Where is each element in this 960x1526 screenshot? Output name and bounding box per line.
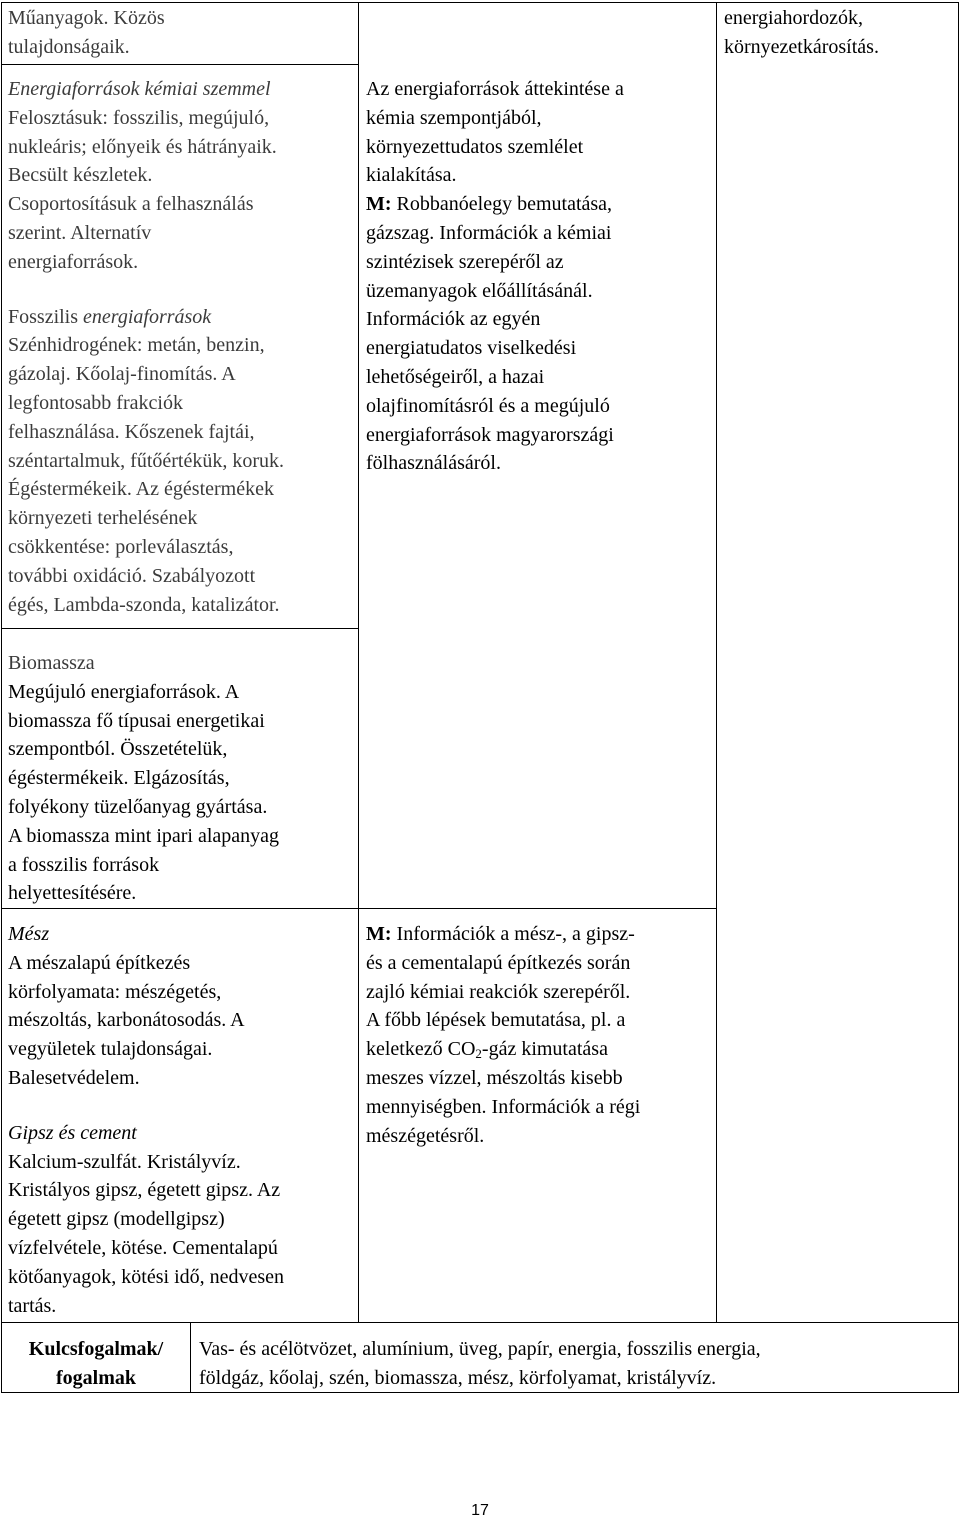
lime-activities-line: és a cementalapú építkezés során <box>366 951 631 974</box>
lime-activities-cell <box>366 920 714 1150</box>
fossil-line: környezeti terhelésének <box>8 507 198 530</box>
activities-line: üzemanyagok előállításánál. <box>366 279 593 302</box>
biomass-heading: Biomassza <box>8 652 95 674</box>
row-divider-fossil <box>1 628 358 629</box>
activities-line: szintézisek szerepéről az <box>366 250 564 273</box>
fossil-line: égés, Lambda-szonda, katalizátor. <box>8 593 280 616</box>
activities-line: lehetőségeiről, a hazai <box>366 365 545 388</box>
activities-line: gázszag. Információk a kémiai <box>366 221 612 244</box>
biomass-line: égéstermékeik. Elgázosítás, <box>8 767 230 790</box>
row-divider-plastics <box>1 64 358 65</box>
activities-line: fölhasználásáról. <box>366 452 501 475</box>
energy-line: nukleáris; előnyeik és hátrányaik. <box>8 135 277 158</box>
lime-gypsum-cell <box>8 920 356 1320</box>
energy-line: Felosztásuk: fosszilis, megújuló, <box>8 106 270 129</box>
fossil-heading <box>8 303 356 332</box>
gypsum-heading: Gipsz és cement <box>8 1121 137 1144</box>
key-concepts-line: Vas- és acélötvözet, alumínium, üveg, papír, energia, fosszilis energia, <box>199 1338 761 1360</box>
column-divider-2 <box>716 2 717 1322</box>
biomass-line: helyettesítésére. <box>8 882 137 905</box>
lime-activities-line: meszes vízzel, mészoltás kisebb <box>366 1066 623 1089</box>
co2-subscript: 2 <box>475 1046 482 1062</box>
activities-line: energiatudatos viselkedési <box>366 337 577 360</box>
gypsum-line: Kristályos gipsz, égetett gipsz. Az <box>8 1179 281 1202</box>
energy-heading: Energiaforrások kémiai szemmel <box>8 78 271 100</box>
activities-m-line <box>366 190 714 219</box>
lime-activities-line: mészégetésről. <box>366 1124 485 1147</box>
lime-activities-line: A főbb lépések bemutatása, pl. a <box>366 1009 626 1032</box>
biomass-line: A biomassza mint ipari alapanyag <box>8 824 280 847</box>
lime-activities-m-line <box>366 920 714 949</box>
activities-line: kémia szempontjából, <box>366 106 542 129</box>
activities-line: környezettudatos szemlélet <box>366 135 584 158</box>
gypsum-line: kötőanyagok, kötési idő, nedvesen <box>8 1265 285 1288</box>
lime-activities-line: mennyiségben. Információk a régi <box>366 1095 641 1118</box>
plastics-cell <box>8 4 356 62</box>
activities-line: kialakítása. <box>366 164 457 187</box>
energy-line: Becsült készletek. <box>8 164 153 187</box>
biomass-cell <box>8 649 356 908</box>
lime-line: vegyületek tulajdonságai. <box>8 1038 213 1061</box>
lime-activities-line: zajló kémiai reakciók szerepéről. <box>366 980 631 1003</box>
plastics-line: Műanyagok. Közös <box>8 7 165 29</box>
plastics-line: tulajdonságaik. <box>8 35 130 58</box>
key-concepts-label <box>2 1335 190 1393</box>
fossil-line: további oxidáció. Szabályozott <box>8 564 256 587</box>
energy-line: energiaforrások. <box>8 250 139 273</box>
fossil-line: Égéstermékeik. Az égéstermékek <box>8 478 274 501</box>
energy-line: szerint. Alternatív <box>8 221 152 244</box>
energy-activities-cell <box>366 75 714 478</box>
biomass-line: biomassza fő típusai energetikai <box>8 709 265 732</box>
table-left-border <box>1 2 2 1392</box>
m-text: Információk a mész-, a gipsz- <box>391 923 635 945</box>
m-text: Robbanóelegy bemutatása, <box>391 193 613 216</box>
activities-line: Az energiaforrások áttekintése a <box>366 78 624 100</box>
concepts-cell <box>724 4 956 62</box>
co2-pre: keletkező CO <box>366 1038 476 1061</box>
fossil-line: gázolaj. Kőolaj-finomítás. A <box>8 363 236 386</box>
concepts-line: energiahordozók, <box>724 7 864 29</box>
page-number: 17 <box>471 1502 489 1519</box>
key-concepts-divider <box>190 1322 191 1392</box>
gypsum-line: tartás. <box>8 1294 57 1317</box>
lime-heading: Mész <box>8 923 50 945</box>
fossil-line: széntartalmuk, fűtőértékük, koruk. <box>8 449 285 472</box>
lime-line: Balesetvédelem. <box>8 1066 140 1089</box>
table-top-border <box>1 2 959 3</box>
fossil-line: felhasználása. Kőszenek fajtái, <box>8 420 255 443</box>
key-concepts-label-line: Kulcsfogalmak/ <box>28 1338 164 1360</box>
fossil-heading-regular: Fosszilis <box>8 305 84 328</box>
fossil-heading-italic: energiaforrások <box>83 305 212 328</box>
co2-line <box>366 1035 714 1064</box>
fossil-line: legfontosabb frakciók <box>8 391 183 414</box>
lime-line: körfolyamata: mészégetés, <box>8 980 222 1003</box>
gypsum-line: égetett gipsz (modellgipsz) <box>8 1208 225 1231</box>
activities-line: energiaforrások magyarországi <box>366 423 614 446</box>
energy-line: Csoportosításuk a felhasználás <box>8 193 254 216</box>
biomass-line: Megújuló energiaforrások. A <box>8 680 240 703</box>
gypsum-line: Kalcium-szulfát. Kristályvíz. <box>8 1150 241 1173</box>
paragraph-gap <box>8 277 356 303</box>
fossil-line: csökkentése: porleválasztás, <box>8 535 234 558</box>
key-concepts-text <box>199 1335 955 1393</box>
gypsum-line: vízfelvétele, kötése. Cementalapú <box>8 1236 278 1259</box>
biomass-line: folyékony tüzelőanyag gyártása. <box>8 795 268 818</box>
co2-post: -gáz kimutatása <box>481 1038 608 1061</box>
lime-line: mészoltás, karbonátosodás. A <box>8 1009 245 1032</box>
activities-line: olajfinomításról és a megújuló <box>366 394 610 417</box>
m-label: M: <box>366 923 392 945</box>
activities-line: Információk az egyén <box>366 308 541 331</box>
paragraph-gap <box>8 1093 356 1119</box>
row-divider-key-concepts <box>1 1322 959 1323</box>
energy-fossil-cell <box>8 75 356 619</box>
key-concepts-label-line: fogalmak <box>56 1366 136 1389</box>
biomass-line: szempontból. Összetételük, <box>8 738 228 761</box>
fossil-line: Szénhidrogének: metán, benzin, <box>8 334 265 357</box>
m-label: M: <box>366 193 392 216</box>
table-right-border <box>958 2 959 1392</box>
key-concepts-line: földgáz, kőolaj, szén, biomassza, mész, körfolyamat, kristályvíz. <box>199 1366 717 1389</box>
biomass-line: a fosszilis források <box>8 853 160 876</box>
concepts-line: környezetkárosítás. <box>724 35 879 58</box>
lime-line: A mészalapú építkezés <box>8 951 191 974</box>
column-divider-1 <box>358 2 359 1322</box>
